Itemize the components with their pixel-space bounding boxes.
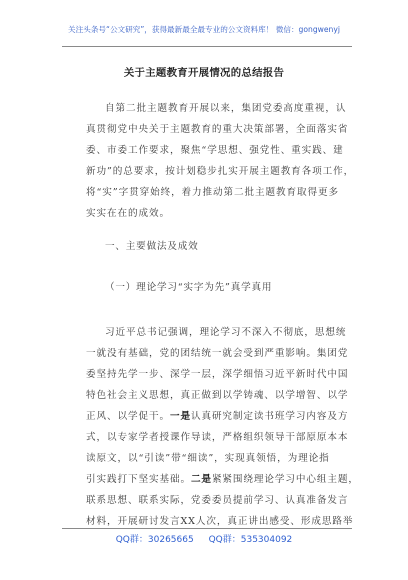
line-text: 紧紧围绕理论学习中心组主题， <box>211 474 359 485</box>
paragraph-line: 实实在在的成效。 <box>86 208 170 219</box>
paragraph-line: 材料，开展研讨发言XX人次，真正讲出感受、形成思路举 <box>86 516 354 527</box>
qq-group-1: QQ群：30265665 <box>115 535 194 545</box>
paragraph-line <box>86 406 349 427</box>
paragraph-line: 委坚持先学一步、深学一层，深学细悟习近平新时代中国 <box>86 369 349 380</box>
qq-group-2: QQ群：535304092 <box>208 535 293 545</box>
section-heading: 一、主要做法及成效 <box>105 241 199 252</box>
line-text: 正风、以学促干。 <box>86 411 170 422</box>
paragraph-line: 真贯彻党中央关于主题教育的重大决策部署，全面落实省 <box>86 124 349 135</box>
footer-divider <box>62 528 352 529</box>
paragraph-line: 一就没有基础，党的团结统一就会受到严重影响。集团党 <box>86 348 349 359</box>
line-text: 认真研究制定读书班学习内容及方 <box>190 411 349 422</box>
paragraph-line: 特色社会主义思想，真正做到以学铸魂、以学增智、以学 <box>86 390 349 401</box>
bold-lead: 二是 <box>190 474 212 485</box>
document-title: 关于主题教育开展情况的总结报告 <box>123 67 285 79</box>
paragraph-line: 自第二批主题教育开展以来，集团党委高度重视，认 <box>105 103 347 114</box>
paragraph-line: 将“实”字贯穿始终，着力推动第二批主题教育取得更多 <box>86 187 339 198</box>
line-text: 引实践打下坚实基础。 <box>86 474 191 485</box>
paragraph-line: 式，以专家学者授课作导读，严格组织领导干部原原本本 <box>86 432 349 443</box>
paragraph-line: 读原文，以“引读”带“细读”，实现真领悟，为理论指 <box>86 453 330 464</box>
body-paragraph <box>86 322 359 532</box>
header-banner: 关注头条号“公文研究”，获得最新最全最专业的公文资料库！ 微信：gongwenyj <box>68 25 340 34</box>
paragraph-line <box>86 469 359 490</box>
paragraph-line: 新功”的总要求，按计划稳步扎实开展主题教育各项工作， <box>86 166 355 177</box>
bold-lead: 一是 <box>169 411 191 422</box>
footer <box>0 532 408 545</box>
paragraph-line: 习近平总书记强调，理论学习不深入不彻底，思想统 <box>105 327 347 338</box>
paragraph-line: 联系思想、联系实际，党委委员提前学习、认真准备发言 <box>86 495 349 506</box>
subsection-heading: （一）理论学习“实字为先”真学真用 <box>105 282 273 293</box>
intro-paragraph <box>86 98 355 224</box>
paragraph-line: 委、市委工作要求，聚焦“学思想、强党性、重实践、建 <box>86 145 344 156</box>
header-divider <box>62 46 352 47</box>
